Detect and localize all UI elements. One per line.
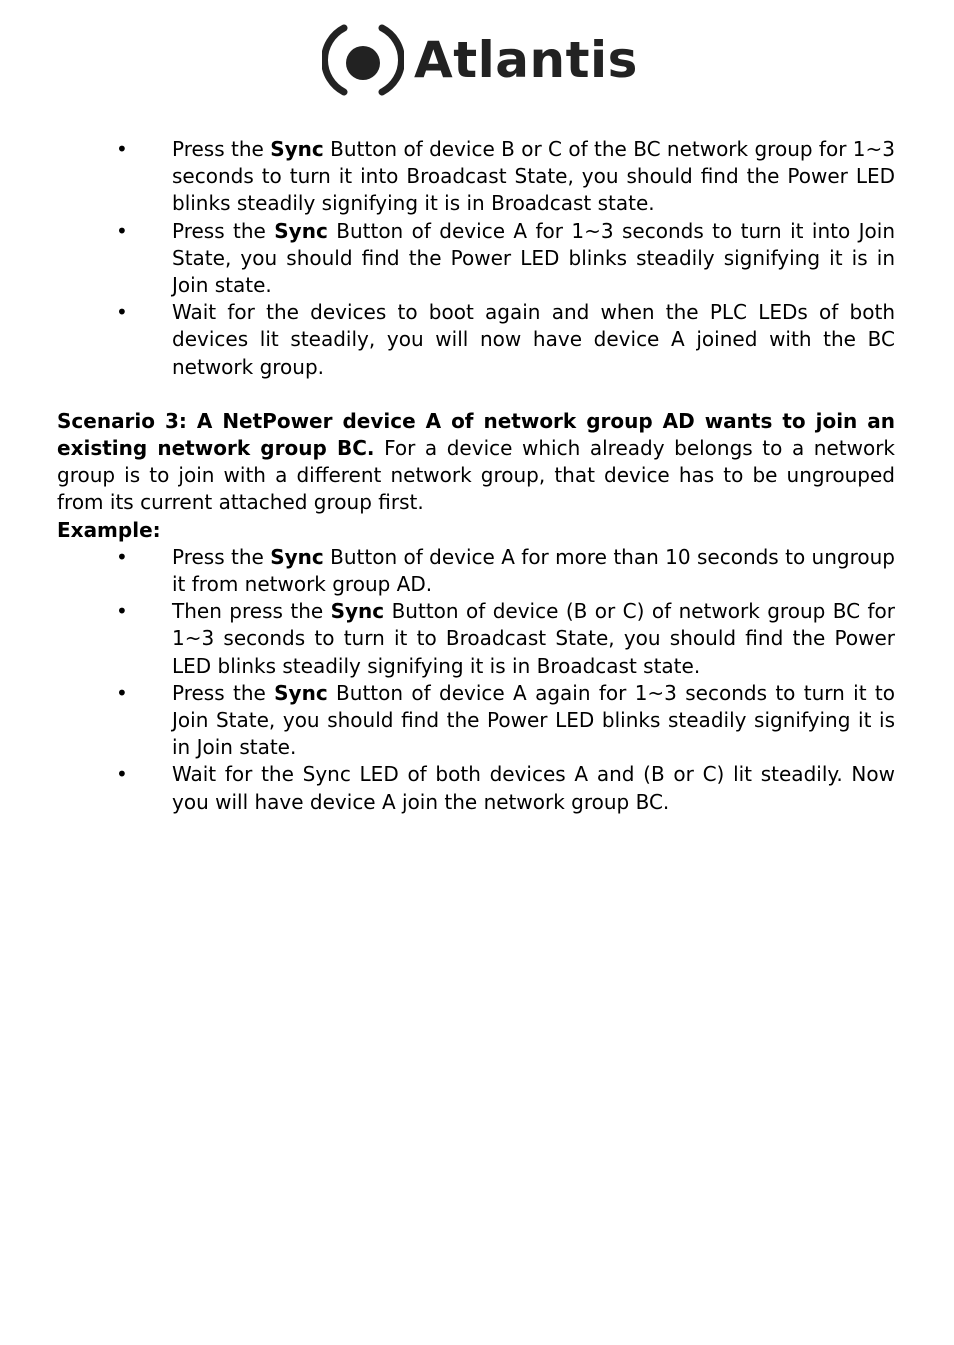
scenario-heading: Scenario 3: A NetPower device A of network group AD wants to join an existing network group BC. bbox=[57, 408, 895, 461]
list-item: • Wait for the Sync LED of both devices A and (B or C) lit steadily. Now you will have device A join the network group BC. bbox=[172, 761, 895, 815]
scenario-text: For a device which already belongs to a network group is to join with a different network group, that device has to be ungrouped from its current attached group first. bbox=[57, 436, 895, 515]
example-steps-list bbox=[57, 544, 895, 816]
example-label: Example: bbox=[57, 517, 161, 542]
broadcast-join-steps-list bbox=[57, 136, 895, 381]
atlantis-logo-icon bbox=[322, 20, 404, 100]
atlantis-logo bbox=[322, 20, 638, 100]
scenario-paragraph bbox=[57, 408, 895, 517]
list-item: • Press the Sync Button of device A for more than 10 seconds to ungroup it from network group AD. bbox=[172, 544, 895, 598]
list-item: • Press the Sync Button of device B or C of the BC network group for 1~3 seconds to turn it into Broadcast State, you should find the Power LED blinks steadily signifying it is in Broadcast state. bbox=[172, 136, 895, 218]
paragraph-spacer bbox=[57, 381, 895, 408]
list-item: • Press the Sync Button of device A for 1~3 seconds to turn it into Join State, you should find the Power LED blinks steadily signifying it is in Join state. bbox=[172, 218, 895, 300]
list-item: • Then press the Sync Button of device (B or C) of network group BC for 1~3 seconds to turn it to Broadcast State, you should find the Power LED blinks steadily signifying it is in Broadcast state. bbox=[172, 598, 895, 680]
document-body bbox=[57, 136, 895, 816]
logo-wordmark: Atlantis bbox=[414, 31, 638, 89]
list-item: • Wait for the devices to boot again and when the PLC LEDs of both devices lit steadily, you will now have device A joined with the BC network group. bbox=[172, 299, 895, 381]
list-item: • Press the Sync Button of device A again for 1~3 seconds to turn it to Join State, you should find the Power LED blinks steadily signifying it is in Join state. bbox=[172, 680, 895, 762]
